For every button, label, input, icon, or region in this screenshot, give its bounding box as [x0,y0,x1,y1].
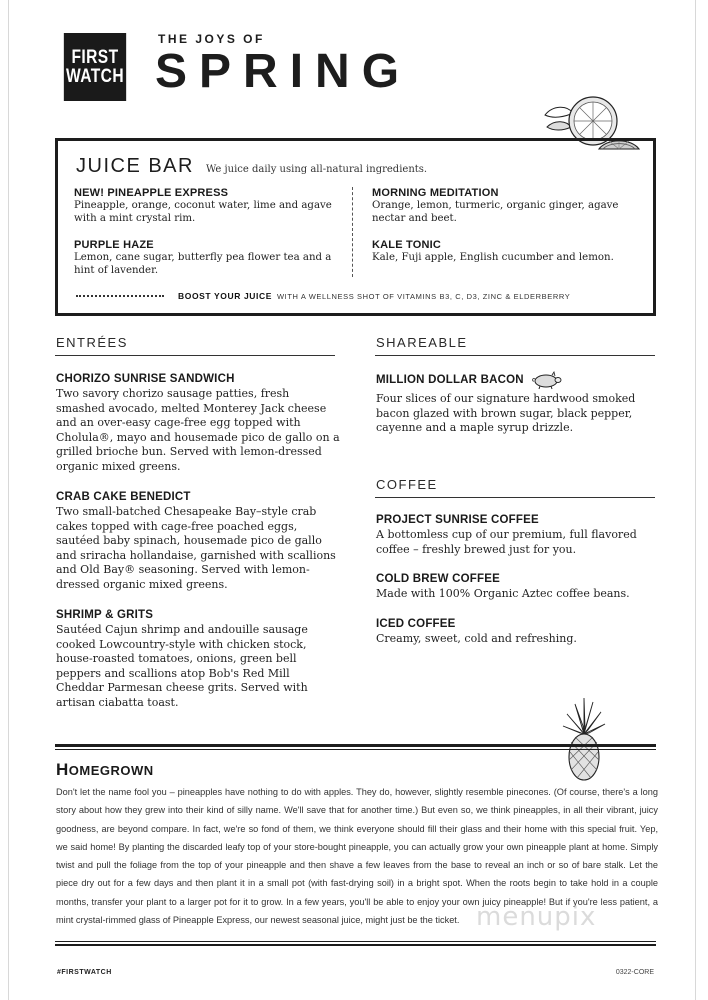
menu-item-desc: A bottomless cup of our premium, full flavored coffee – freshly brewed just for you. [376,528,637,556]
pineapple-illustration-icon [561,698,607,782]
footer-code: 0322-CORE [615,969,654,976]
entrees-rule [55,355,335,356]
header-title: SPRING [155,45,412,98]
menu-item-desc: Two small-batched Chesapeake Bay–style crab cakes topped with cage-free poached eggs, sautéed baby spinach, housemade pico de gallo and sriracha hollandaise, garnished with scallions and Old Bay® seasoning. Served with lemon-dressed organic mixed greens. [56,505,336,591]
menu-item-name-text: MILLION DOLLAR BACON [376,374,524,387]
pig-icon [529,370,563,390]
juice-bar-box [55,138,656,316]
menu-item-desc: Made with 100% Organic Aztec coffee beans. [376,587,630,600]
juice-item-desc: Pineapple, orange, coconut water, lime and agave with a mint crystal rim. [74,200,332,224]
juice-item [372,239,642,264]
juice-item-name: NEW! PINEAPPLE EXPRESS [74,187,229,199]
logo-line-2: WATCH [65,66,125,87]
juice-item [74,239,344,277]
juice-bar-header [76,155,427,178]
juice-bar-divider [352,187,353,277]
homegrown-top-rule [55,744,656,747]
menu-item [56,373,341,474]
menu-item-name: SHRIMP & GRITS [56,609,154,621]
dotted-rule [76,295,164,297]
menu-item-desc: Creamy, sweet, cold and refreshing. [376,632,577,645]
menu-item-desc: Sautéed Cajun shrimp and andouille sausage cooked Lowcountry-style with chicken stock, house-roasted tomatoes, onions, green bell peppers and scallions atop Bob's Red Mill Cheddar Parmesan cheese grits. Served with artisan ciabatta toast. [56,623,308,709]
menu-item [376,618,651,647]
juice-item-desc: Lemon, cane sugar, butterfly pea flower tea and a hint of lavender. [74,252,332,276]
juice-item-desc: Orange, lemon, turmeric, organic ginger, agave nectar and beet. [372,200,619,224]
menu-item-name: ICED COFFEE [376,618,456,630]
shareable-rule [375,355,655,356]
entrees-title: ENTRÉES [56,335,128,350]
homegrown-top-rule-thin [55,749,656,750]
menu-item-desc: Two savory chorizo sausage patties, fresh smashed avocado, melted Monterey Jack cheese and an over-easy cage-free egg topped with Cholula®, mayo and housemade pico de gallo on a grilled brioche bun. Served with lemon-dressed organic mixed greens. [56,387,340,473]
shareable-title: SHAREABLE [376,335,468,350]
menu-item [376,514,651,557]
homegrown-text: Don't let the name fool you – pineapples have nothing to do with apples. They do, however, slightly resemble pinecones. (Of course, there's a long story about how they grew into their kind of silly name. We'll save that for another time.) But even so, we think pineapples, in all their vibrant, juicy goodness, are beyond compare. In fact, we're so fond of them, we think everyone should fill their glass and their home with this special fruit. Yep, we said home! By planting the discarded leafy top of your store-bought pineapple, you can actually grow your own pineapple plant at home. Simply twist and pull the foliage from the top of your pineapple and then shave a few leaves from the base to reveal an inch or so of bare stalk. Let the piece dry out for a few days and then plant it in a small pot (with fast-drying soil) in a bright spot. When the roots begin to take hold in a couple months, transfer your plant to a larger pot for it to grow. In a few years, you'll be able to enjoy your own juicy pineapple! But if you're less patient, a mint crystal-rimmed glass of Pineapple Express, our newest seasonal juice, might just be the ticket. [56,787,658,926]
juice-item-desc: Kale, Fuji apple, English cucumber and lemon. [372,252,614,263]
boost-label: BOOST YOUR JUICE [178,291,272,301]
menu-item [376,370,651,436]
first-watch-logo [64,33,126,101]
coffee-rule [375,497,655,498]
header-subtitle: THE JOYS OF [158,32,265,46]
homegrown-title-cap: H [56,760,69,779]
juice-bar-title: JUICE BAR [76,155,194,177]
homegrown-bottom-rule [55,944,656,946]
juice-item-name: PURPLE HAZE [74,239,154,251]
homegrown-bottom-rule-thin [55,941,656,942]
juice-item-name: KALE TONIC [372,239,442,251]
menu-item-name: CRAB CAKE BENEDICT [56,491,191,503]
boost-your-juice-line [76,291,638,301]
logo-line-1: FIRST [71,47,119,68]
footer-hashtag: #FIRSTWATCH [57,969,112,976]
menu-item [56,491,341,592]
menu-item-name: COLD BREW COFFEE [376,573,500,585]
juice-bar-description: We juice daily using all-natural ingredients. [205,164,428,175]
juice-item-name: MORNING MEDITATION [372,187,499,199]
menu-item-name: CHORIZO SUNRISE SANDWICH [56,373,235,385]
boost-text: WITH A WELLNESS SHOT OF VITAMINS B3, C, D3, ZINC & ELDERBERRY [277,291,571,301]
menu-item [56,609,341,710]
homegrown-title [56,760,154,780]
homegrown-title-rest: OMEGROWN [68,763,154,778]
menu-item [376,573,651,602]
watermark: menupix [476,902,597,932]
menu-item-desc: Four slices of our signature hardwood smoked bacon glazed with brown sugar, black pepper, cayenne and a maple syrup drizzle. [376,392,636,434]
juice-item [74,187,344,225]
menu-item-name [376,370,651,390]
coffee-title: COFFEE [376,477,438,492]
juice-item [372,187,642,225]
menu-item-name: PROJECT SUNRISE COFFEE [376,514,539,526]
